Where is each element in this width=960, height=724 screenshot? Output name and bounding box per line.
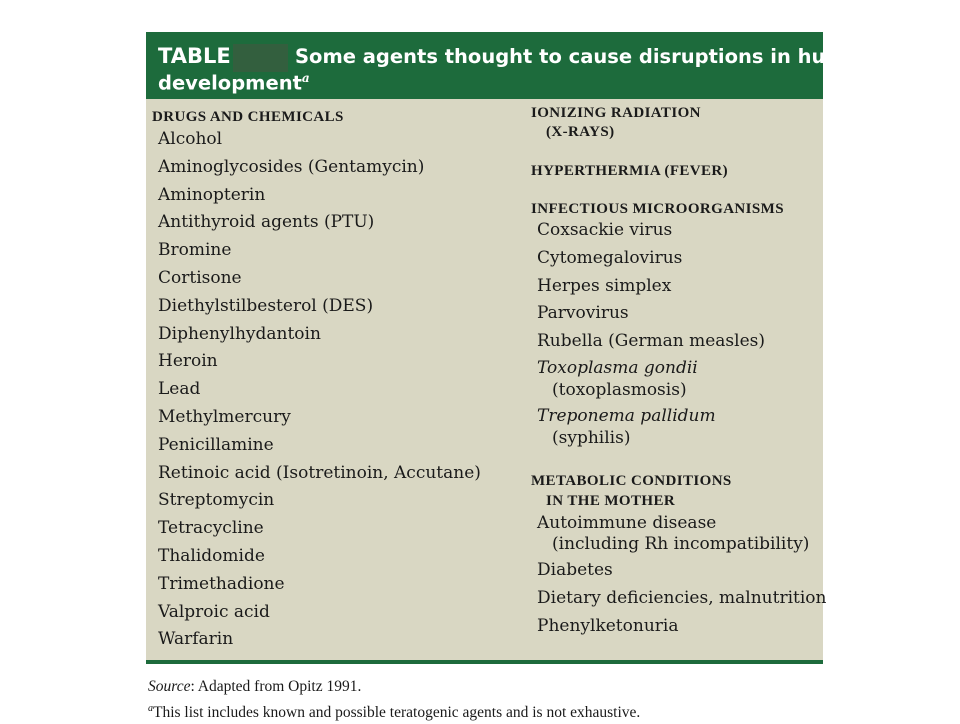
table-bottom-rule [146, 660, 823, 664]
source-label: Source [148, 678, 191, 695]
footnote-text: This list includes known and possible teratogenic agents and is not exhaustive. [153, 704, 641, 722]
infectious-heading: INFECTIOUS MICROORGANISMS [531, 201, 784, 217]
list-item: Herpes simplex [537, 275, 672, 296]
hyperthermia-heading: HYPERTHERMIA (FEVER) [531, 163, 729, 179]
table-title-footnote-marker: a [301, 71, 310, 85]
table-label: TABLE [158, 44, 231, 68]
list-item: Diethylstilbesterol (DES) [158, 295, 374, 316]
treponema-name: Treponema pallidum [537, 406, 716, 426]
list-item: Antithyroid agents (PTU) [158, 212, 375, 233]
table-number-redaction [233, 44, 288, 72]
list-item: Aminopterin [158, 184, 266, 205]
list-item: Parvovirus [537, 303, 629, 324]
list-item: Warfarin [158, 629, 234, 650]
metabolic-heading-line1: METABOLIC CONDITIONS [531, 473, 732, 489]
list-item: Thalidomide [158, 546, 265, 566]
toxoplasma-disease: (toxoplasmosis) [552, 380, 687, 400]
source-text: : Adapted from Opitz 1991. [190, 678, 362, 695]
list-item: Cortisone [158, 268, 242, 288]
list-item: Phenylketonuria [537, 615, 679, 636]
list-item: Coxsackie virus [537, 220, 673, 240]
list-item: Penicillamine [158, 434, 274, 455]
radiation-heading-line1: IONIZING RADIATION [531, 105, 701, 121]
table-header [146, 32, 931, 99]
list-item: Tetracycline [158, 518, 264, 539]
table-title-line2-text: development [158, 71, 302, 95]
toxoplasma-name: Toxoplasma gondii [537, 358, 698, 378]
list-item: Methylmercury [158, 407, 291, 427]
list-item: Lead [158, 379, 201, 400]
list-item: Diabetes [537, 560, 613, 580]
footnote-a [148, 698, 640, 724]
table-title-line2 [158, 71, 310, 95]
list-item: Bromine [158, 240, 232, 261]
drugs-heading: DRUGS AND CHEMICALS [152, 109, 344, 125]
list-item: Heroin [158, 351, 218, 372]
list-item: Alcohol [158, 129, 223, 149]
list-item: Cytomegalovirus [537, 247, 683, 268]
list-item: Trimethadione [158, 573, 285, 594]
source-note [148, 676, 640, 698]
list-item: Aminoglycosides (Gentamycin) [158, 156, 425, 177]
list-item: Valproic acid [158, 601, 270, 622]
radiation-heading-line2: (X-RAYS) [546, 124, 615, 140]
treponema-disease: (syphilis) [552, 428, 631, 448]
autoimmune-line1: Autoimmune disease [537, 513, 717, 533]
table-box [146, 32, 931, 664]
list-item: Retinoic acid (Isotretinoin, Accutane) [158, 462, 481, 483]
list-item: Diphenylhydantoin [158, 323, 321, 344]
list-item: Dietary deficiencies, malnutrition [537, 587, 827, 608]
list-item: Rubella (German measles) [537, 331, 766, 352]
table-title-line1: Some agents thought to cause disruptions in human fetal [295, 45, 931, 68]
footnote-marker: a [148, 703, 153, 714]
footnotes [148, 676, 640, 724]
list-item: Streptomycin [158, 490, 275, 511]
autoimmune-line2: (including Rh incompatibility) [552, 534, 810, 554]
metabolic-heading-line2: IN THE MOTHER [546, 493, 676, 509]
